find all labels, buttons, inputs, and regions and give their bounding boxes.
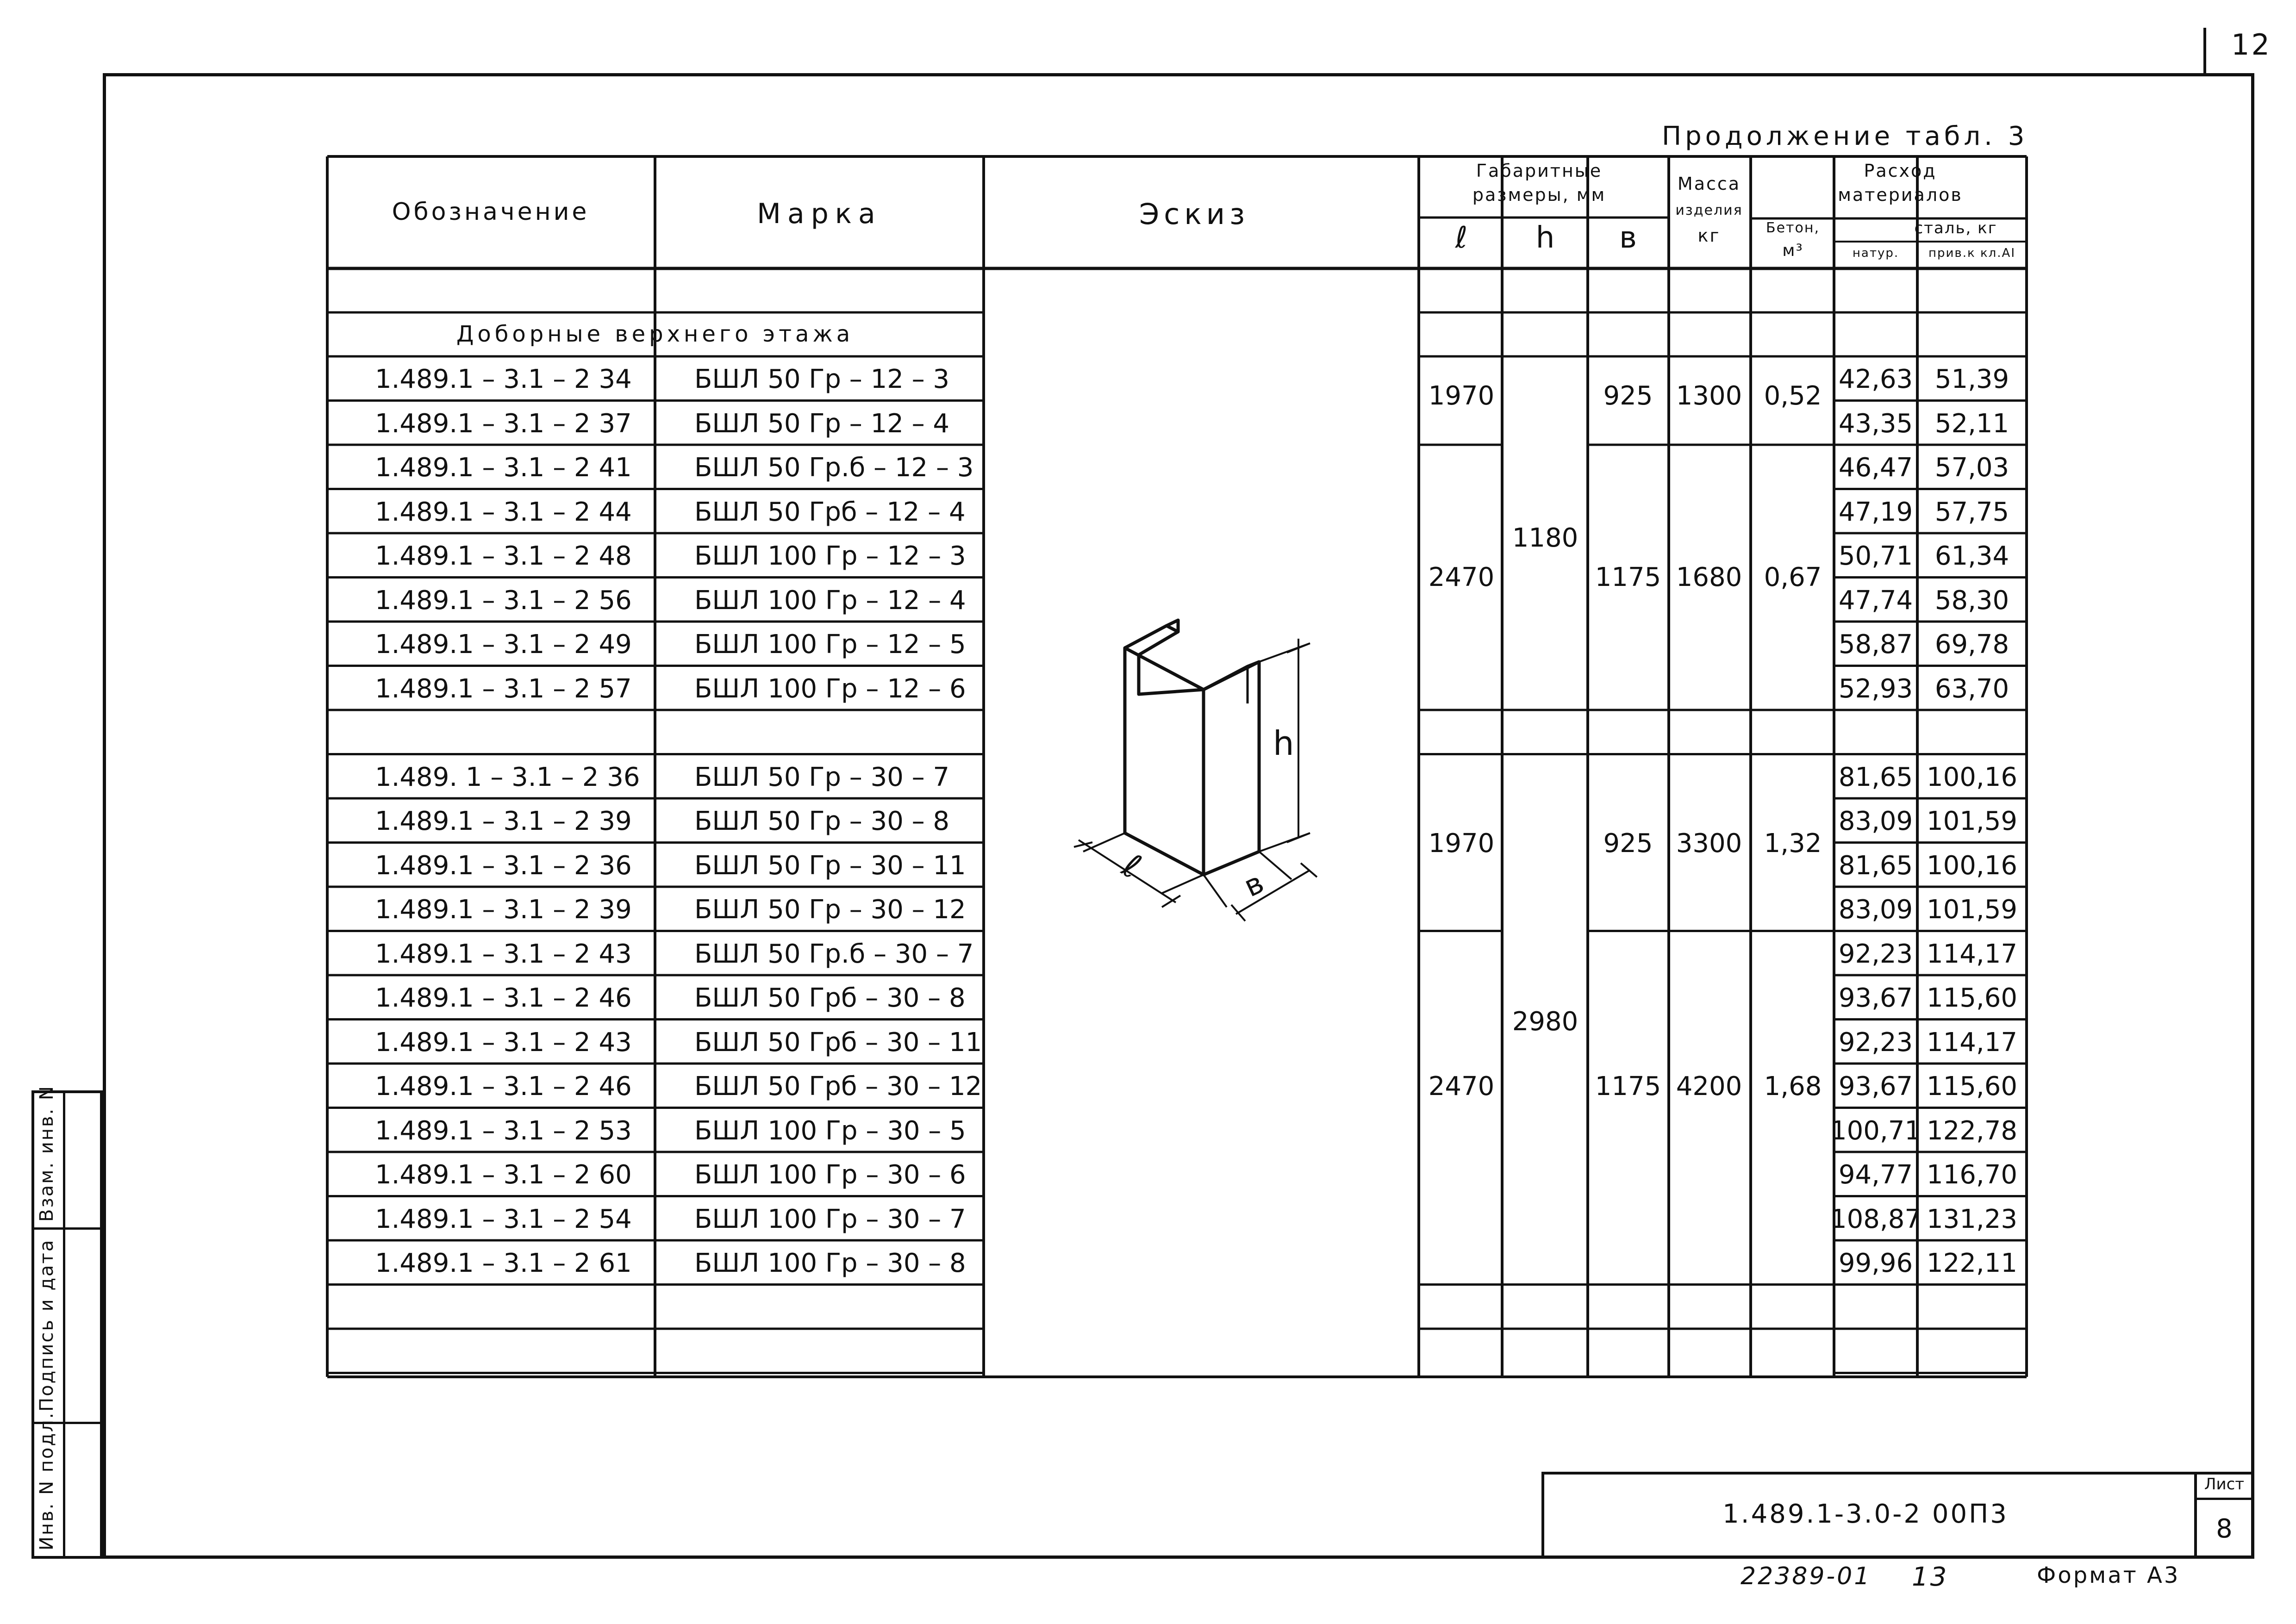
copy-number: 13 [1912, 1562, 1949, 1592]
row-steel-priv: 57,03 [1934, 453, 2009, 483]
row-steel-priv: 122,78 [1927, 1115, 2017, 1146]
header-concrete-1: Бетон, [1766, 220, 1820, 236]
g3-mass: 3300 [1676, 828, 1742, 859]
section-title: Доборные верхнего этажа [456, 321, 854, 347]
g4-concrete: 1,68 [1764, 1071, 1822, 1101]
h2: 2980 [1512, 1007, 1578, 1037]
g2-mass: 1680 [1676, 562, 1742, 592]
row-mark: БШЛ 50 Гр – 12 – 3 [694, 364, 950, 394]
row-mark: БШЛ 50 Гр – 30 – 11 [694, 850, 966, 881]
row-designation: 1.489.1 – 3.1 – 2 43 [375, 939, 632, 969]
row-steel-nat: 52,93 [1838, 673, 1913, 704]
row-steel-priv: 51,39 [1934, 364, 2009, 394]
row-designation: 1.489.1 – 3.1 – 2 57 [375, 673, 632, 704]
row-steel-priv: 115,60 [1927, 983, 2017, 1013]
row-mark: БШЛ 100 Гр – 30 – 5 [694, 1115, 966, 1146]
row-steel-priv: 114,17 [1927, 939, 2017, 969]
g1-concrete: 0,52 [1764, 381, 1822, 411]
row-steel-priv: 122,11 [1927, 1248, 2017, 1278]
row-steel-nat: 92,23 [1838, 939, 1913, 969]
header-mass-2: изделия [1675, 202, 1743, 218]
format-label: Формат А3 [2037, 1562, 2180, 1588]
row-mark: БШЛ 50 Гр – 30 – 12 [694, 895, 966, 925]
element-sketch [1074, 620, 1317, 921]
row-mark: БШЛ 50 Гр – 30 – 8 [694, 806, 950, 836]
header-dim-l: ℓ [1455, 221, 1468, 255]
row-designation: 1.489.1 – 3.1 – 2 36 [375, 850, 632, 881]
row-steel-priv: 69,78 [1934, 629, 2009, 660]
row-designation: 1.489.1 – 3.1 – 2 56 [375, 585, 632, 616]
row-steel-priv: 100,16 [1927, 762, 2017, 792]
row-steel-priv: 115,60 [1927, 1071, 2017, 1101]
row-mark: БШЛ 100 Гр – 12 – 6 [694, 673, 966, 704]
row-mark: БШЛ 100 Гр – 12 – 3 [694, 541, 966, 571]
row-designation: 1.489.1 – 3.1 – 2 34 [375, 364, 632, 394]
row-steel-nat: 92,23 [1838, 1027, 1913, 1058]
row-steel-nat: 47,74 [1838, 585, 1913, 616]
g4-mass: 4200 [1676, 1071, 1742, 1101]
title-block-divider [2194, 1472, 2197, 1559]
row-steel-priv: 100,16 [1927, 850, 2017, 881]
header-mass-3: кг [1697, 225, 1721, 246]
header-dim-b: в [1619, 221, 1637, 255]
row-steel-nat: 50,71 [1838, 541, 1913, 571]
archive-number: 22389-01 [1741, 1562, 1872, 1590]
g3-b: 925 [1603, 828, 1653, 859]
header-materials-1: Расход [1864, 161, 1937, 181]
row-designation: 1.489.1 – 3.1 – 2 39 [375, 895, 632, 925]
row-designation: 1.489.1 – 3.1 – 2 37 [375, 408, 632, 439]
row-steel-nat: 43,35 [1838, 408, 1913, 439]
header-steel: сталь, кг [1914, 219, 1997, 237]
stamp-signature-date: Подпись и дата [36, 1238, 57, 1412]
sketch-side-face [1204, 662, 1259, 875]
h1: 1180 [1512, 523, 1578, 553]
sketch-label-l: ℓ [1116, 846, 1148, 886]
g2-b: 1175 [1595, 562, 1661, 592]
row-steel-priv: 114,17 [1927, 1027, 2017, 1058]
g1-b: 925 [1603, 381, 1653, 411]
row-steel-nat: 93,67 [1838, 983, 1913, 1013]
row-steel-priv: 58,30 [1934, 585, 2009, 616]
header-steel-priv: прив.к кл.AI [1928, 246, 2015, 260]
row-steel-nat: 42,63 [1838, 364, 1913, 394]
row-designation: 1.489.1 – 3.1 – 2 54 [375, 1204, 632, 1234]
title-block-sheet-divider [2194, 1498, 2254, 1500]
row-designation: 1.489.1 – 3.1 – 2 49 [375, 629, 632, 660]
row-steel-nat: 108,87 [1830, 1204, 1921, 1234]
header-dims-2: размеры, мм [1472, 185, 1606, 205]
g4-l: 2470 [1428, 1071, 1495, 1101]
row-designation: 1.489.1 – 3.1 – 2 39 [375, 806, 632, 836]
row-designation: 1.489.1 – 3.1 – 2 43 [375, 1027, 632, 1058]
header-dim-h: h [1535, 221, 1555, 255]
header-dims-1: Габаритные [1476, 161, 1603, 181]
stamp-original-inv: Инв. N подл. [36, 1411, 57, 1550]
row-steel-nat: 99,96 [1838, 1248, 1913, 1278]
row-designation: 1.489. 1 – 3.1 – 2 36 [375, 762, 640, 792]
row-mark: БШЛ 100 Гр – 30 – 7 [694, 1204, 966, 1234]
row-mark: БШЛ 50 Грб – 12 – 4 [694, 497, 966, 527]
row-steel-nat: 58,87 [1838, 629, 1913, 660]
g1-l: 1970 [1428, 381, 1495, 411]
row-steel-nat: 100,71 [1830, 1115, 1921, 1146]
row-steel-nat: 47,19 [1838, 497, 1913, 527]
header-sketch: Эскиз [1139, 197, 1250, 231]
header-designation: Обозначение [392, 198, 590, 226]
row-steel-priv: 116,70 [1927, 1160, 2017, 1190]
row-mark: БШЛ 100 Гр – 30 – 8 [694, 1248, 966, 1278]
header-concrete-2: м³ [1782, 241, 1803, 260]
row-mark: БШЛ 100 Гр – 30 – 6 [694, 1160, 966, 1190]
sheet-corner-number: 12 [2231, 28, 2271, 62]
header-materials-2: материалов [1838, 185, 1963, 205]
row-steel-nat: 83,09 [1838, 895, 1913, 925]
row-steel-nat: 83,09 [1838, 806, 1913, 836]
header-mark: Марка [757, 198, 882, 230]
sketch-label-b: в [1239, 865, 1269, 904]
row-steel-priv: 131,23 [1927, 1204, 2017, 1234]
row-mark: БШЛ 100 Гр – 12 – 4 [694, 585, 966, 616]
header-mass-1: Масса [1677, 174, 1741, 194]
g3-concrete: 1,32 [1764, 828, 1822, 859]
g3-l: 1970 [1428, 828, 1495, 859]
sketch-front-face [1125, 648, 1204, 875]
row-steel-nat: 81,65 [1838, 762, 1913, 792]
row-designation: 1.489.1 – 3.1 – 2 60 [375, 1160, 632, 1190]
stamp-replacement-inv: Взам. инв. N [36, 1085, 57, 1222]
row-steel-priv: 61,34 [1934, 541, 2009, 571]
sketch-label-h: h [1273, 724, 1294, 763]
sheet-number: 8 [2216, 1514, 2233, 1544]
row-mark: БШЛ 50 Гр – 30 – 7 [694, 762, 950, 792]
row-steel-priv: 52,11 [1934, 408, 2009, 439]
row-steel-priv: 101,59 [1927, 895, 2017, 925]
row-designation: 1.489.1 – 3.1 – 2 46 [375, 983, 632, 1013]
row-steel-priv: 101,59 [1927, 806, 2017, 836]
g1-mass: 1300 [1676, 381, 1742, 411]
row-designation: 1.489.1 – 3.1 – 2 46 [375, 1071, 632, 1101]
row-steel-nat: 46,47 [1838, 453, 1913, 483]
sheet-label: Лист [2204, 1475, 2245, 1493]
row-mark: БШЛ 50 Гр.б – 30 – 7 [694, 939, 974, 969]
row-designation: 1.489.1 – 3.1 – 2 53 [375, 1115, 632, 1146]
row-mark: БШЛ 50 Гр.б – 12 – 3 [694, 453, 974, 483]
row-designation: 1.489.1 – 3.1 – 2 48 [375, 541, 632, 571]
row-steel-nat: 81,65 [1838, 850, 1913, 881]
g4-b: 1175 [1595, 1071, 1661, 1101]
row-steel-nat: 94,77 [1838, 1160, 1913, 1190]
row-steel-nat: 93,67 [1838, 1071, 1913, 1101]
row-designation: 1.489.1 – 3.1 – 2 44 [375, 497, 632, 527]
header-steel-nat: натур. [1852, 246, 1899, 260]
row-mark: БШЛ 100 Гр – 12 – 5 [694, 629, 966, 660]
table-caption: Продолжение табл. 3 [1662, 121, 2028, 151]
g2-concrete: 0,67 [1764, 562, 1822, 592]
row-designation: 1.489.1 – 3.1 – 2 41 [375, 453, 632, 483]
row-designation: 1.489.1 – 3.1 – 2 61 [375, 1248, 632, 1278]
g2-l: 2470 [1428, 562, 1495, 592]
row-mark: БШЛ 50 Грб – 30 – 8 [694, 983, 966, 1013]
row-mark: БШЛ 50 Гр – 12 – 4 [694, 408, 950, 439]
row-mark: БШЛ 50 Грб – 30 – 12 [694, 1071, 982, 1101]
row-mark: БШЛ 50 Грб – 30 – 11 [694, 1027, 982, 1058]
row-steel-priv: 63,70 [1934, 673, 2009, 704]
row-steel-priv: 57,75 [1934, 497, 2009, 527]
title-code: 1.489.1-3.0-2 00П3 [1722, 1499, 2009, 1529]
